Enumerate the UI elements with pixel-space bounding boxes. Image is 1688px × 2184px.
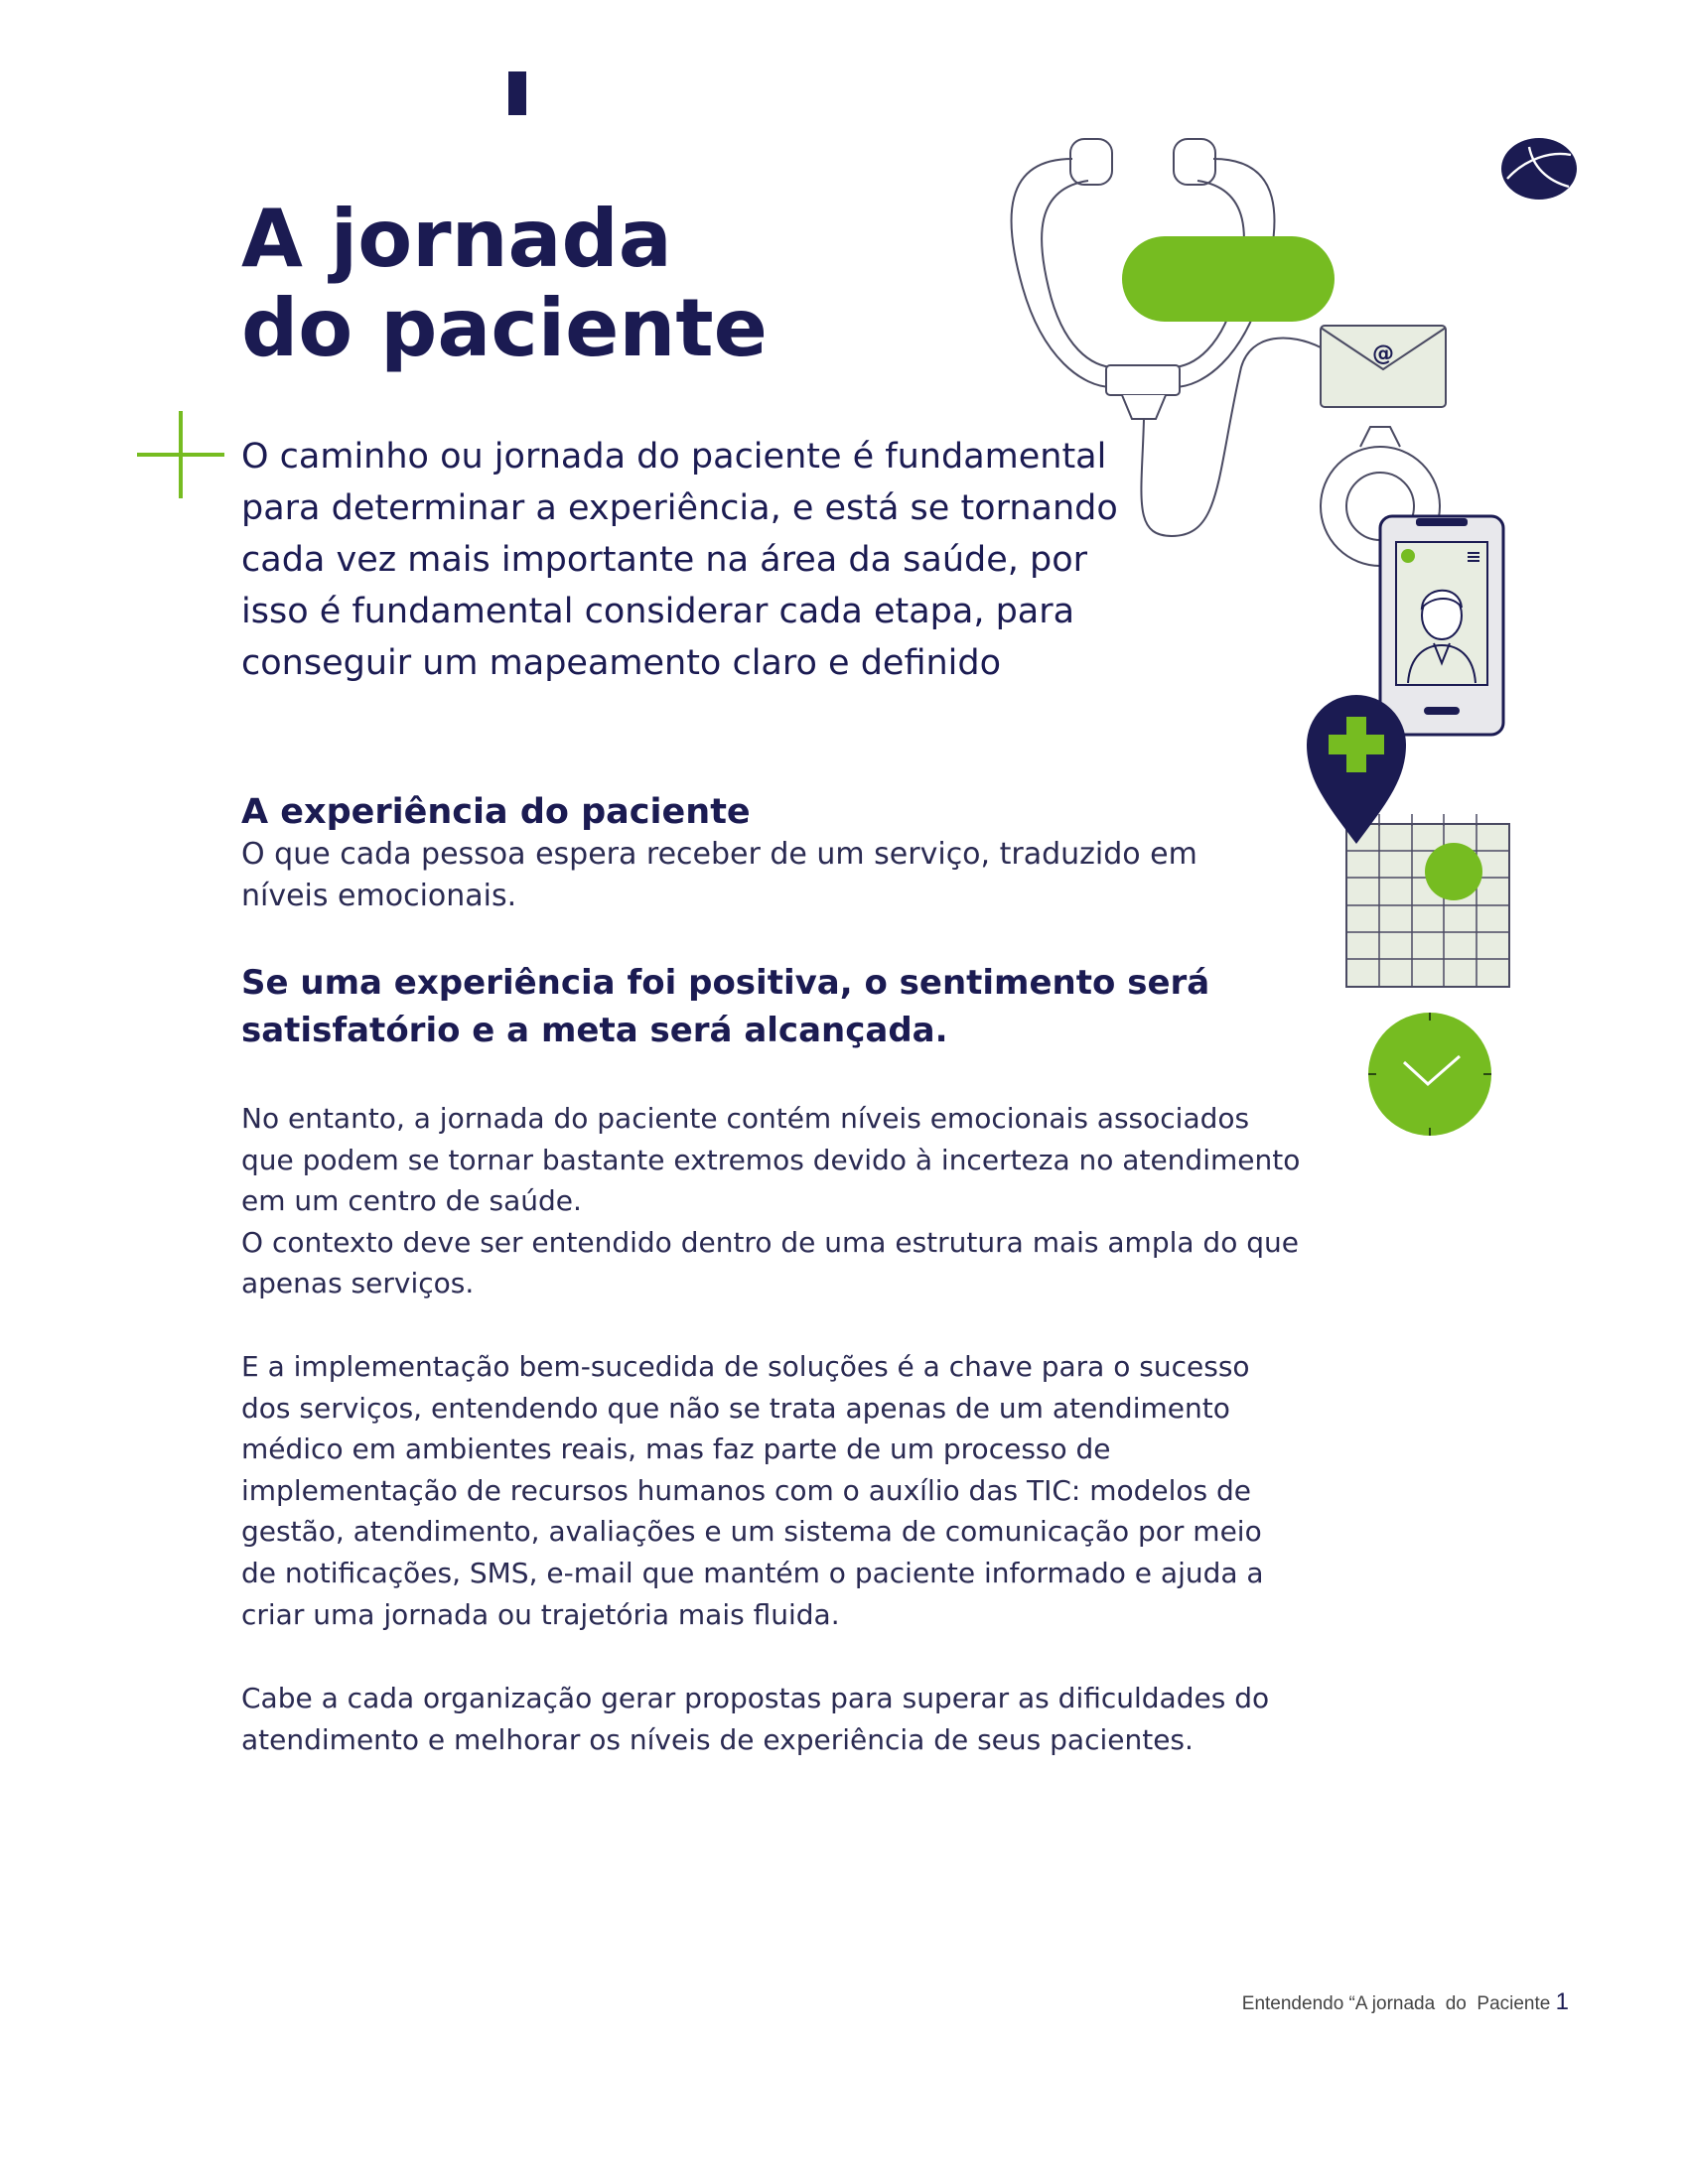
page-title	[241, 195, 936, 373]
bandage-icon	[1122, 236, 1335, 322]
paragraph-1b: O contexto deve ser entendido dentro de uma estrutura mais ampla do que apenas serviços.	[241, 1225, 1299, 1300]
title-line-2: do paciente	[241, 282, 768, 374]
smartphone-icon	[1380, 516, 1503, 735]
calendar-marker	[1425, 843, 1482, 900]
section-body: O que cada pessoa espera receber de um serviço, traduzido em níveis emocionais.	[241, 837, 1197, 913]
location-pin-icon	[1307, 695, 1406, 844]
clock-icon	[1368, 1013, 1491, 1136]
footer-text: Entendendo “A jornada do Paciente	[1241, 1993, 1556, 2014]
crosshair-icon	[135, 409, 226, 500]
calendar-icon	[1346, 814, 1509, 987]
paragraph-2: E a implementação bem-sucedida de soluções é a chave para o sucesso dos serviços, entendendo que não se trata apenas de um atendimento médico em ambientes reais, mas faz parte de um processo de implementação de recursos humanos com o auxílio das TIC: modelos de gestão, atendimento, avaliações e um sistema de comunicação por meio de notificações, SMS, e-mail que mantém o paciente informado e ajuda a criar uma jornada ou trajetória mais fluida.	[241, 1350, 1264, 1631]
intro-text: O caminho ou jornada do paciente é fundamental para determinar a experiência, e está se tornando cada vez mais importante na área da saúde, por isso é fundamental considerar cada etapa, para conseguir um mapeamento claro e definido	[241, 437, 1118, 683]
paragraph-1a: No entanto, a jornada do paciente contém níveis emocionais associados que podem se tornar bastante extremos devido à incerteza no atendimento em um centro de saúde.	[241, 1102, 1301, 1218]
health-illustration	[993, 119, 1549, 1171]
page-footer	[993, 1988, 1569, 2016]
highlight-statement: Se uma experiência foi positiva, o sentimento será satisfatório e a meta será alcançada.	[241, 963, 1210, 1050]
page-number: 1	[1555, 1988, 1569, 2015]
email-icon	[1321, 326, 1446, 407]
title-line-1: A jornada	[241, 193, 672, 285]
stethoscope-icon	[1011, 139, 1321, 536]
email-at-symbol: @	[1372, 341, 1394, 366]
top-marker	[508, 71, 526, 115]
paragraph-3: Cabe a cada organização gerar propostas para superar as dificuldades do atendimento e melhorar os níveis de experiência de seus pacientes.	[241, 1682, 1270, 1756]
section-heading: A experiência do paciente	[241, 792, 751, 832]
